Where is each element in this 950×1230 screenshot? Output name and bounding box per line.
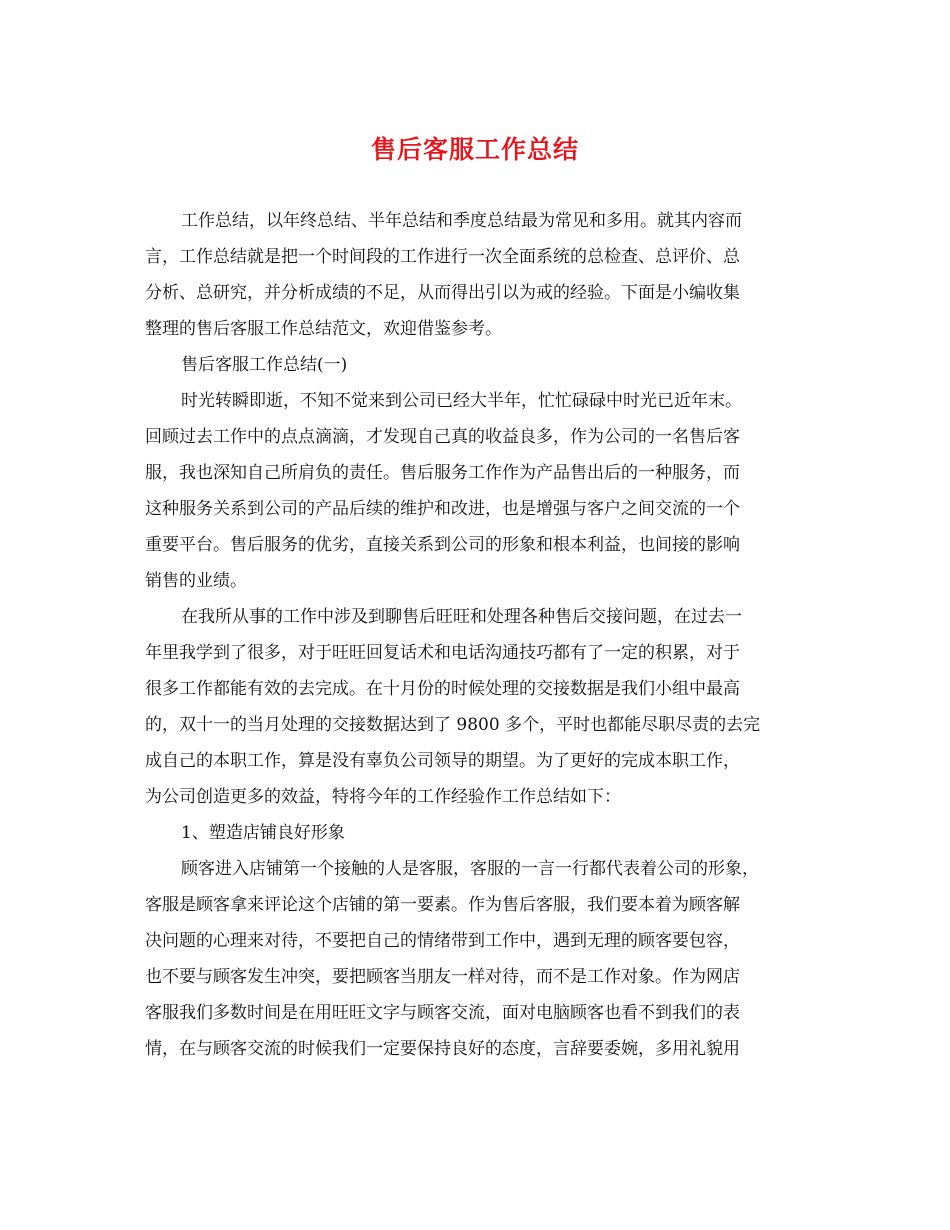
section-heading-1: 售后客服工作总结(一) bbox=[181, 355, 348, 375]
body-line-16: 成自己的本职工作，算是没有辜负公司领导的期望。为了更好的完成本职工作， bbox=[145, 751, 740, 771]
body-line-23: 客服我们多数时间是在用旺旺文字与顾客交流，面对电脑顾客也看不到我们的表 bbox=[145, 1003, 740, 1023]
body-line-22: 也不要与顾客发生冲突，要把顾客当朋友一样对待，而不是工作对象。作为网店 bbox=[145, 967, 740, 987]
body-line-6: 时光转瞬即逝，不知不觉来到公司已经大半年，忙忙碌碌中时光已近年末。 bbox=[181, 391, 742, 411]
body-line-2: 言，工作总结就是把一个时间段的工作进行一次全面系统的总检查、总评价、总 bbox=[145, 247, 740, 267]
body-line-17: 为公司创造更多的效益，特将今年的工作经验作工作总结如下： bbox=[145, 787, 621, 807]
section-heading-2: 1、塑造店铺良好形象 bbox=[181, 823, 345, 843]
body-line-11: 销售的业绩。 bbox=[145, 571, 247, 591]
body-line-21: 决问题的心理来对待，不要把自己的情绪带到工作中，遇到无理的顾客要包容， bbox=[145, 931, 740, 951]
body-line-8: 服，我也深知自己所肩负的责任。售后服务工作作为产品售出后的一种服务，而 bbox=[145, 463, 740, 483]
body-line-24: 情，在与顾客交流的时候我们一定要保持良好的态度，言辞要委婉，多用礼貌用 bbox=[145, 1039, 740, 1059]
body-line-4: 整理的售后客服工作总结范文，欢迎借鉴参考。 bbox=[145, 319, 502, 339]
body-line-7: 回顾过去工作中的点点滴滴，才发现自己真的收益良多，作为公司的一名售后客 bbox=[145, 427, 740, 447]
body-line-9: 这种服务关系到公司的产品后续的维护和改进，也是增强与客户之间交流的一个 bbox=[145, 499, 740, 519]
body-line-1: 工作总结，以年终总结、半年总结和季度总结最为常见和多用。就其内容而 bbox=[181, 211, 742, 231]
document-title: 售后客服工作总结 bbox=[370, 135, 579, 164]
body-line-10: 重要平台。售后服务的优劣，直接关系到公司的形象和根本利益，也间接的影响 bbox=[145, 535, 740, 555]
body-line-15: 的，双十一的当月处理的交接数据达到了 9800 多个，平时也都能尽职尽责的去完 bbox=[145, 715, 761, 735]
body-line-12: 在我所从事的工作中涉及到聊售后旺旺和处理各种售后交接问题，在过去一 bbox=[181, 607, 742, 627]
body-line-13: 年里我学到了很多，对于旺旺回复话术和电话沟通技巧都有了一定的积累，对于 bbox=[145, 643, 740, 663]
body-line-19: 顾客进入店铺第一个接触的人是客服，客服的一言一行都代表着公司的形象， bbox=[181, 859, 759, 879]
body-line-3: 分析、总研究，并分析成绩的不足，从而得出引以为戒的经验。下面是小编收集 bbox=[145, 283, 740, 303]
body-line-20: 客服是顾客拿来评论这个店铺的第一要素。作为售后客服，我们要本着为顾客解 bbox=[145, 895, 740, 915]
body-line-14: 很多工作都能有效的去完成。在十月份的时候处理的交接数据是我们小组中最高 bbox=[145, 679, 740, 699]
